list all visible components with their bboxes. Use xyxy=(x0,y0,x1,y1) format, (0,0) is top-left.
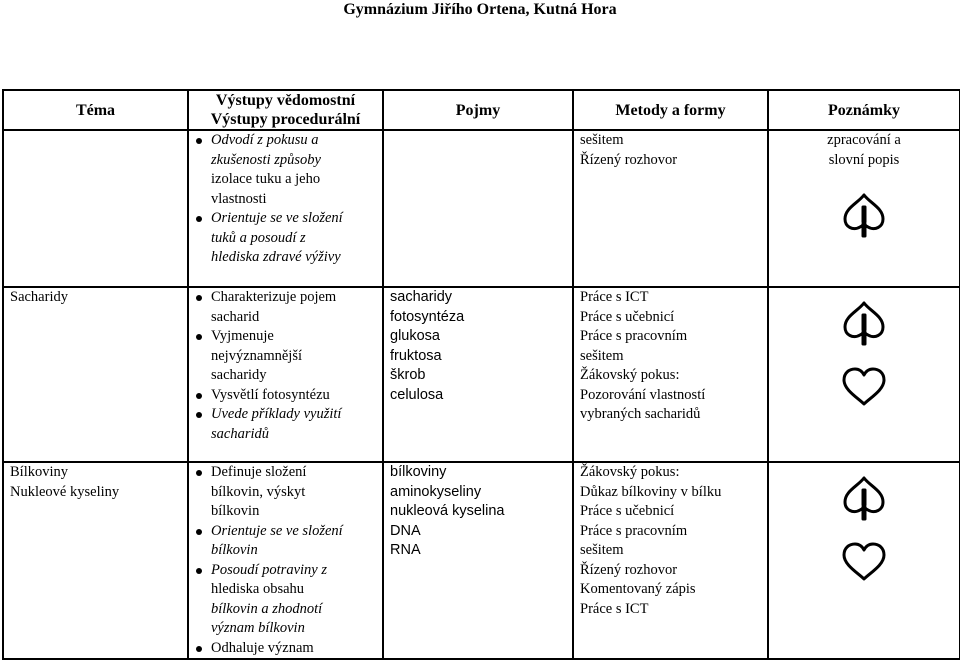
outcome-line: Vyjmenuje xyxy=(211,328,274,344)
spade-icon xyxy=(775,300,953,353)
header-pojmy: Pojmy xyxy=(383,90,573,130)
term-line: škrob xyxy=(390,367,426,383)
method-line: Práce s ICT xyxy=(580,600,649,617)
term-line: aminokyseliny xyxy=(390,483,482,500)
header-vystupy-vedomostni: Výstupy vědomostní xyxy=(215,92,356,109)
table-row xyxy=(3,462,960,659)
term-line: DNA xyxy=(390,522,421,539)
outcome-item xyxy=(195,639,376,659)
term-line: sacharidy xyxy=(390,289,453,305)
outcome-line: Vysvětlí fotosyntézu xyxy=(211,386,330,403)
method-line: Práce s pracovním xyxy=(580,328,688,344)
outcome-line: sacharidů xyxy=(211,425,269,442)
outcome-line: Orientuje se ve složení xyxy=(211,522,343,539)
outcome-item xyxy=(195,522,376,561)
cell-poznamky xyxy=(768,130,960,287)
outcome-list xyxy=(195,131,376,268)
tema-line: Sacharidy xyxy=(10,289,68,305)
method-line: Důkaz bílkoviny v bílku xyxy=(580,483,722,500)
cell-pojmy xyxy=(383,130,573,287)
note-line: slovní popis xyxy=(828,151,900,168)
table-header-row xyxy=(3,90,960,130)
cell-pojmy xyxy=(383,287,573,462)
outcome-line: izolace tuku a jeho xyxy=(211,171,321,187)
term-line: bílkoviny xyxy=(390,464,447,480)
outcome-line: Odvodí z pokusu a xyxy=(211,132,319,148)
cell-vystupy xyxy=(188,462,383,659)
outcome-item xyxy=(195,405,376,444)
outcome-line: sacharidy xyxy=(211,367,267,383)
cell-tema xyxy=(3,462,188,659)
cell-metody xyxy=(573,287,768,462)
cell-pojmy xyxy=(383,462,573,659)
outcome-line: hlediska zdravé výživy xyxy=(211,249,341,265)
method-line: Pozorování vlastností xyxy=(580,386,706,403)
outcome-list xyxy=(195,288,376,444)
outcome-line: bílkovin a zhodnotí xyxy=(211,600,323,617)
method-line: vybraných sacharidů xyxy=(580,406,701,422)
cell-poznamky xyxy=(768,462,960,659)
outcome-line: bílkovin xyxy=(211,542,258,558)
outcome-line: tuků a posoudí z xyxy=(211,229,306,246)
header-vystupy-proceduralni: Výstupy procedurální xyxy=(210,111,361,128)
note-line: zpracování a xyxy=(827,132,901,148)
method-line: Práce s učebnicí xyxy=(580,503,675,519)
method-line: Řízený rozhovor xyxy=(580,151,678,168)
method-line: Práce s pracovním xyxy=(580,522,688,539)
school-title: Gymnázium Jiřího Ortena, Kutná Hora xyxy=(343,1,617,18)
header-vystupy xyxy=(188,90,383,130)
tema-line: Bílkoviny xyxy=(10,464,69,480)
outcome-line: význam bílkovin xyxy=(211,620,305,636)
cell-vystupy xyxy=(188,130,383,287)
heart-icon xyxy=(775,542,953,589)
outcome-line: Posoudí potraviny z xyxy=(211,561,327,578)
header-tema: Téma xyxy=(3,90,188,130)
outcome-line: zkušenosti způsoby xyxy=(211,151,321,168)
cell-poznamky xyxy=(768,287,960,462)
heart-icon xyxy=(775,367,953,414)
outcome-line: Charakterizuje pojem xyxy=(211,289,337,305)
term-line: RNA xyxy=(390,542,421,558)
header-metody: Metody a formy xyxy=(573,90,768,130)
cell-vystupy xyxy=(188,287,383,462)
cell-tema xyxy=(3,287,188,462)
header-poznamky: Poznámky xyxy=(768,90,960,130)
cell-metody xyxy=(573,462,768,659)
outcome-line: Uvede příklady využití xyxy=(211,406,342,422)
term-line: nukleová kyselina xyxy=(390,503,505,519)
outcome-line: nejvýznamnější xyxy=(211,347,303,364)
outcome-line: hlediska obsahu xyxy=(211,581,305,597)
term-line: glukosa xyxy=(390,328,440,344)
outcome-item xyxy=(195,386,376,406)
method-line: Žákovský pokus: xyxy=(580,367,680,383)
term-line: celulosa xyxy=(390,386,444,403)
outcome-item xyxy=(195,463,376,522)
outcome-item xyxy=(195,131,376,209)
outcome-line: bílkovin, výskyt xyxy=(211,483,306,500)
cell-metody xyxy=(573,130,768,287)
method-line: Práce s učebnicí xyxy=(580,308,675,325)
outcome-item xyxy=(195,561,376,639)
outcome-line: Odhaluje význam xyxy=(211,639,314,656)
method-line: sešitem xyxy=(580,347,624,364)
outcome-line: bílkovin xyxy=(211,503,260,519)
spade-icon xyxy=(775,475,953,528)
curriculum-table xyxy=(2,89,960,660)
method-line: Žákovský pokus: xyxy=(580,464,680,480)
outcome-line: sacharid xyxy=(211,308,260,325)
term-line: fotosyntéza xyxy=(390,308,465,325)
method-line: Komentovaný zápis xyxy=(580,581,696,597)
outcome-line: Definuje složení xyxy=(211,464,307,480)
cell-tema xyxy=(3,130,188,287)
method-line: sešitem xyxy=(580,542,624,558)
tema-line: Nukleové kyseliny xyxy=(10,483,120,500)
outcome-item xyxy=(195,288,376,327)
term-line: fruktosa xyxy=(390,347,442,364)
table-row xyxy=(3,130,960,287)
outcome-item xyxy=(195,209,376,268)
spade-icon xyxy=(775,192,953,245)
table-row xyxy=(3,287,960,462)
outcome-line: vlastnosti xyxy=(211,190,267,207)
method-line: sešitem xyxy=(580,132,624,148)
outcome-list xyxy=(195,463,376,658)
outcome-item xyxy=(195,327,376,386)
method-line: Práce s ICT xyxy=(580,289,649,305)
outcome-line: Orientuje se ve složení xyxy=(211,210,343,226)
method-line: Řízený rozhovor xyxy=(580,561,678,578)
